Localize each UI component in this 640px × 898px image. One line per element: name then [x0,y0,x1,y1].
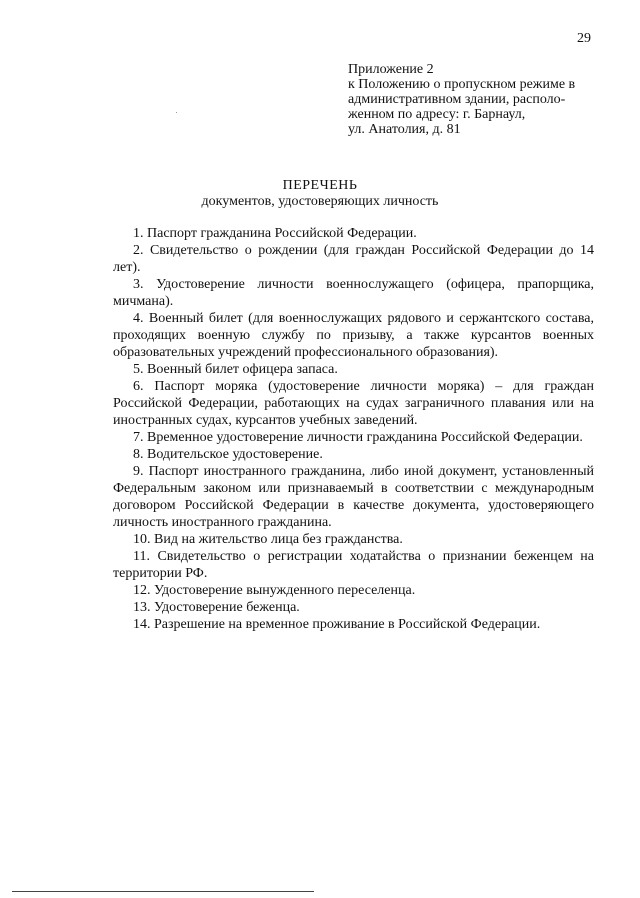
list-item: 7. Временное удостоверение личности гражданина Российской Федерации. [133,430,583,445]
list-item: 13. Удостоверение беженца. [133,600,300,615]
appendix-line: Приложение 2 [348,62,434,77]
appendix-line: женном по адресу: г. Барнаул, [348,107,526,122]
title-subheading: документов, удостоверяющих личность [201,194,439,209]
list-item: 3. Удостоверение личности военнослужащего (офицера, прапорщика, мичмана). [113,277,594,309]
list-item: 11. Свидетельство о регистрации ходатайства о признании беженцем на территории РФ. [113,549,594,581]
document-list [113,225,594,633]
appendix-line: к Положению о пропускном режиме в [348,77,576,92]
list-item: 12. Удостоверение вынужденного переселенца. [133,583,416,598]
scan-speck [176,112,177,113]
list-item: 6. Паспорт моряка (удостоверение личности моряка) – для граждан Российской Федерации, работающих на судах заграничного плавания или на иностранных судах, курсантов учебных заведений. [113,379,594,428]
list-item: 5. Военный билет офицера запаса. [133,362,338,377]
title-heading: ПЕРЕЧЕНЬ [282,178,358,193]
appendix-line: ул. Анатолия, д. 81 [348,122,461,137]
list-item: 4. Военный билет (для военнослужащих рядового и сержантского состава, проходящих военную службу по призыву, а также курсантов военных образовательных учреждений профессионального образования). [113,311,594,360]
page-number: 29 [577,31,591,46]
list-item: 8. Водительское удостоверение. [133,447,323,462]
appendix-note [348,62,604,137]
bottom-rule [12,891,314,892]
list-item: 14. Разрешение на временное проживание в Российской Федерации. [133,617,541,632]
list-item: 1. Паспорт гражданина Российской Федерации. [133,226,417,241]
list-item: 10. Вид на жительство лица без гражданства. [133,532,403,547]
appendix-line: административном здании, располо- [348,92,566,107]
list-item: 2. Свидетельство о рождении (для граждан Российской Федерации до 14 лет). [113,243,594,275]
document-title [0,178,640,210]
list-item: 9. Паспорт иностранного гражданина, либо иной документ, установленный Федеральным законом или признаваемый в соответствии с международным договором Российской Федерации в качестве документа, удостоверяющего личность иностранного гражданина. [113,464,594,530]
